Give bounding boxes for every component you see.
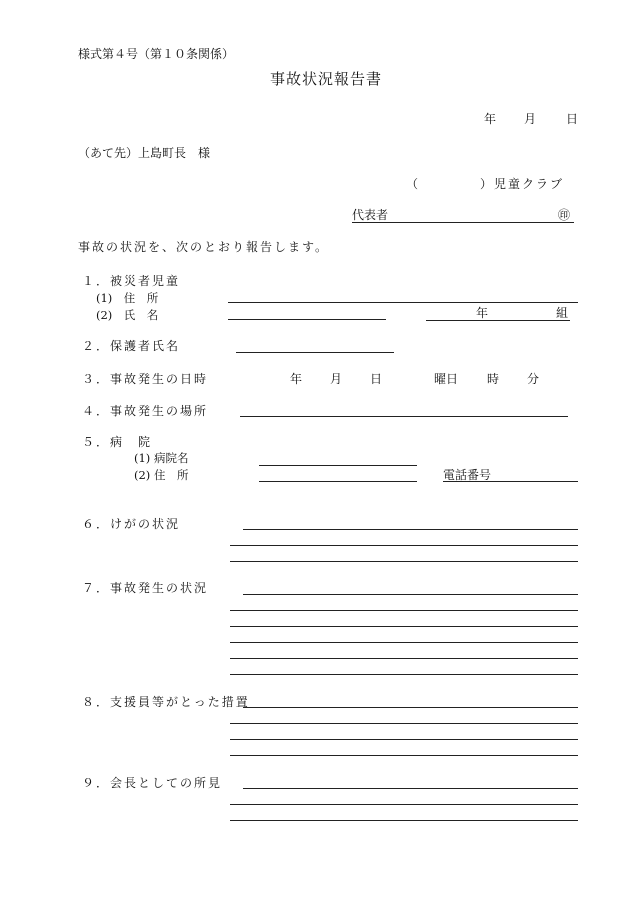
section-8-title: ８．支援員等がとった措置 [82,695,250,709]
accident-day-label: 日 [370,372,383,386]
phone-field[interactable] [443,481,578,482]
victim-grade-label: 年 [476,306,489,320]
phone-label: 電話番号 [443,468,492,482]
situation-line-5[interactable] [230,658,578,659]
seal-mark: ㊞ [558,208,571,222]
section-1-title: １．被災者児童 [82,274,181,288]
opinion-line-2[interactable] [230,804,578,805]
hospital-name-field[interactable] [259,465,417,466]
date-day-label: 日 [566,112,579,126]
representative-label: 代表者 [352,208,389,222]
intro-text: 事故の状況を、次のとおり報告します。 [78,240,330,254]
section-5-title: ５．病 院 [82,435,153,449]
section-3-title: ３．事故発生の日時 [82,372,209,386]
accident-place-field[interactable] [240,416,568,417]
date-month-label: 月 [524,112,537,126]
section-7-title: ７．事故発生の状況 [82,581,209,595]
victim-address-label: (1) 住 所 [96,291,159,305]
guardian-name-field[interactable] [236,352,394,353]
victim-address-field[interactable] [228,302,578,303]
victim-grade-field[interactable] [426,320,570,321]
opinion-line-3[interactable] [230,820,578,821]
measures-line-2[interactable] [230,723,578,724]
section-2-title: ２．保護者氏名 [82,339,181,353]
accident-hour-label: 時 [487,372,500,386]
accident-weekday-label: 曜日 [434,372,459,386]
hospital-name-label: (1) 病院名 [134,451,189,465]
accident-month-label: 月 [330,372,343,386]
representative-line[interactable] [352,209,574,223]
accident-minute-label: 分 [527,372,540,386]
addressee: （あて先）上島町長 様 [78,146,211,160]
date-year-label: 年 [484,112,497,126]
victim-name-field[interactable] [228,319,386,320]
injury-line-1[interactable] [243,529,578,530]
injury-line-2[interactable] [230,545,578,546]
hospital-address-label: (2) 住 所 [134,468,189,482]
accident-year-label: 年 [290,372,303,386]
section-4-title: ４．事故発生の場所 [82,404,209,418]
measures-line-1[interactable] [243,707,578,708]
measures-line-3[interactable] [230,739,578,740]
situation-line-6[interactable] [230,674,578,675]
injury-line-3[interactable] [230,561,578,562]
page-title: 事故状況報告書 [270,70,383,88]
victim-class-label: 組 [556,306,569,320]
form-number: 様式第４号（第１０条関係） [78,47,235,61]
section-9-title: ９．会長としての所見 [82,776,223,790]
hospital-address-field[interactable] [259,481,417,482]
opinion-line-1[interactable] [243,788,578,789]
measures-line-4[interactable] [230,755,578,756]
section-6-title: ６．けがの状況 [82,517,181,531]
situation-line-1[interactable] [243,594,578,595]
club-name-label: ）児童クラブ [480,177,565,191]
situation-line-2[interactable] [230,610,578,611]
victim-name-label: (2) 氏 名 [96,308,159,322]
situation-line-4[interactable] [230,642,578,643]
club-open-paren: （ [406,177,419,191]
situation-line-3[interactable] [230,626,578,627]
